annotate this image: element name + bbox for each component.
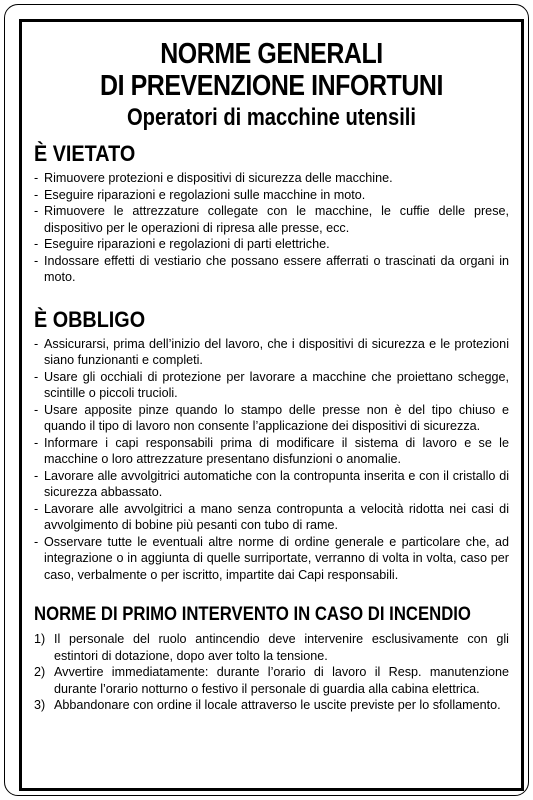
item-text: Lavorare alle avvolgitrici a mano senza contropunta a velocità ridotta nei casi di avvolgimento di bobine più pesanti con tubo di rame. <box>44 501 509 532</box>
item-text: Rimuovere protezioni e dispositivi di sicurezza delle macchine. <box>44 171 393 185</box>
bullet-mark: - <box>34 204 39 218</box>
obbligo-heading: È OBBLIGO <box>34 306 146 332</box>
bullet-mark: - <box>34 369 39 384</box>
list-item <box>34 336 509 369</box>
safety-sign <box>4 4 529 796</box>
bullet-mark: - <box>34 237 39 251</box>
bullet-mark: - <box>34 468 39 483</box>
list-item <box>34 468 509 501</box>
sign-content <box>34 38 509 714</box>
incendio-list <box>34 631 509 714</box>
list-item <box>34 203 509 236</box>
item-text: Eseguire riparazioni e regolazioni sulle macchine in moto. <box>44 187 366 202</box>
list-item <box>34 369 509 402</box>
list-item <box>34 631 509 664</box>
bullet-mark: - <box>34 435 39 450</box>
item-text: Osservare tutte le eventuali altre norme di ordine generale e particolare che, ad integrazione o in aggiunta di quelle surriportate, verranno di volta in volta, caso per caso, verbalmente o per iscritto, impartite dai Capi responsabili. <box>44 534 509 582</box>
item-number: 3) <box>34 698 46 712</box>
item-text: Indossare effetti di vestiario che possano essere afferrati o trascinati da organi in moto. <box>44 253 509 284</box>
title-line-1: NORME GENERALI <box>160 38 383 70</box>
title-line-2: DI PREVENZIONE INFORTUNI <box>99 70 444 102</box>
subtitle: Operatori di macchine utensili <box>126 104 417 131</box>
item-text: Assicurarsi, prima dell’inizio del lavoro, che i dispositivi di sicurezza e le protezioni siano funzionanti e completi. <box>44 336 509 367</box>
sign-frame <box>19 19 524 791</box>
item-text: Informare i capi responsabili prima di modificare il sistema di lavoro e se le macchine o loro attrezzature presentano disfunzioni o anomalie. <box>44 435 509 466</box>
bullet-mark: - <box>34 501 39 516</box>
list-item <box>34 187 509 204</box>
list-item <box>34 402 509 435</box>
item-text: Abbandonare con ordine il locale attraverso le uscite previste per lo sfollamento. <box>54 698 501 712</box>
list-item <box>34 236 509 253</box>
item-text: Avvertire immediatamente: durante l’orario di lavoro il Resp. manutenzione durante l’orario notturno o festivo il personale di guardia alla cabina elettrica. <box>54 665 509 696</box>
item-text: Lavorare alle avvolgitrici automatiche con la contropunta inserita e con il cristallo di sicurezza abbassato. <box>44 468 509 499</box>
item-text: Eseguire riparazioni e regolazioni di parti elettriche. <box>44 237 330 251</box>
bullet-mark: - <box>34 534 39 549</box>
list-item <box>34 435 509 468</box>
item-text: Usare gli occhiali di protezione per lavorare a macchine che proiettano schegge, scintille o piccoli trucioli. <box>44 369 509 400</box>
list-item <box>34 253 509 286</box>
list-item <box>34 501 509 534</box>
list-item <box>34 170 509 187</box>
item-number: 2) <box>34 665 46 679</box>
bullet-mark: - <box>34 336 39 351</box>
bullet-mark: - <box>34 187 39 202</box>
list-item <box>34 664 509 697</box>
item-number: 1) <box>34 632 46 646</box>
bullet-mark: - <box>34 402 39 417</box>
bullet-mark: - <box>34 171 39 185</box>
item-text: Il personale del ruolo antincendio deve intervenire esclusivamente con gli estintori di dotazione, dopo aver tolto la tensione. <box>54 632 509 663</box>
bullet-mark: - <box>34 253 39 268</box>
incendio-heading: NORME DI PRIMO INTERVENTO IN CASO DI INCENDIO <box>34 604 471 625</box>
item-text: Rimuovere le attrezzature collegate con le macchine, le cuffie delle prese, dispositivo per le operazioni di ripresa alle presse, ecc. <box>44 204 509 235</box>
vietato-heading: È VIETATO <box>34 141 136 166</box>
obbligo-list <box>34 336 509 584</box>
vietato-list <box>34 170 509 286</box>
list-item <box>34 534 509 584</box>
item-text: Usare apposite pinze quando lo stampo delle presse non è del tipo chiuso e quando il tipo di lavoro non consente l’applicazione dei dispositivi di sicurezza. <box>44 402 509 433</box>
list-item <box>34 697 509 714</box>
